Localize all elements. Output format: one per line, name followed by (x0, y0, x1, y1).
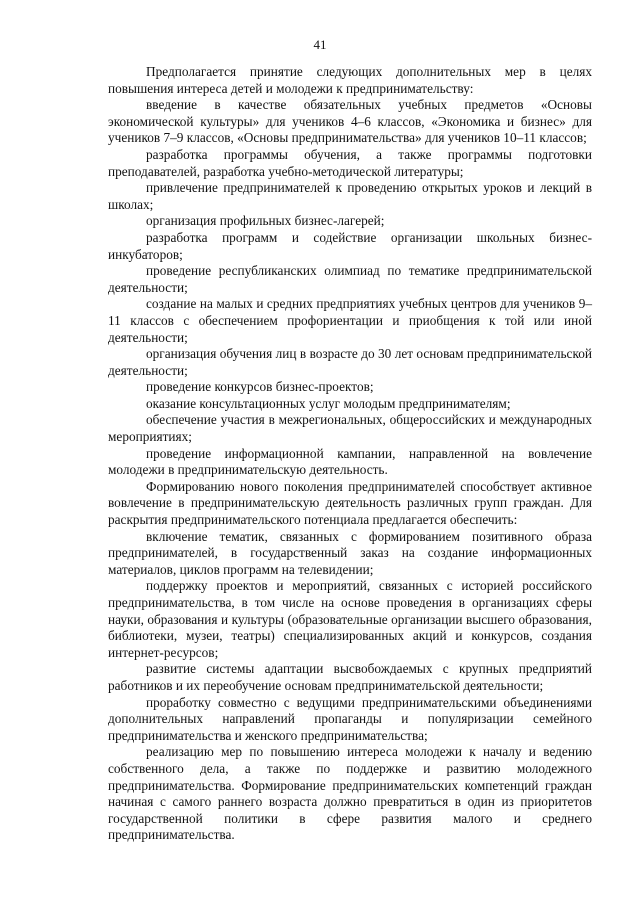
list-item: введение в качестве обязательных учебных предметов «Основы экономической культуры» для учеников 4–6 классов, «Экономика и бизнес» для учеников 7–9 классов, «Основы предпринимательства» для учеников 10–11 классов; (108, 97, 592, 146)
list-item: проведение конкурсов бизнес-проектов; (146, 379, 374, 395)
list-item: реализацию мер по повышению интереса молодежи к началу и ведению собственного дела, а также по поддержке и развитию молодежного предпринимательства. Формирование предпринимательских компетенций граждан начиная с самого раннего возраста должно превратиться в один из приоритетов государственной политики в сфере развития малого и среднего предпринимательства. (108, 744, 592, 843)
list-item: разработка программ и содействие организации школьных бизнес-инкубаторов; (108, 229, 592, 262)
list-item: включение тематик, связанных с формированием позитивного образа предпринимателей, в государственный заказ на создание информационных материалов, циклов программ на телевидении; (108, 528, 592, 577)
list-item: привлечение предпринимателей к проведению открытых уроков и лекций в школах; (108, 180, 592, 212)
list-item: развитие системы адаптации высвобождаемых с крупных предприятий работников и их переобучение основам предпринимательской деятельности; (108, 661, 592, 693)
document-body (108, 64, 592, 844)
list-item: проработку совместно с ведущими предпринимательскими объединениями дополнительных направлений пропаганды и популяризации семейного предпринимательства и женского предпринимательства; (108, 694, 592, 743)
list-item: поддержку проектов и мероприятий, связанных с историей российского предпринимательства, в том числе на основе проведения в организациях сферы науки, образования и культуры (образовательные организации высшего образования, библиотеки, музеи, театры) специализированных акций и конкурсов, создания интернет-ресурсов; (108, 578, 592, 660)
list-item: проведение информационной кампании, направленной на вовлечение молодежи в предпринимательскую деятельность. (108, 445, 592, 478)
list-item: организация профильных бизнес-лагерей; (146, 213, 385, 229)
paragraph: Предполагается принятие следующих дополнительных мер в целях повышения интереса детей и молодежи к предпринимательству: (108, 64, 592, 96)
list-item: проведение республиканских олимпиад по тематике предпринимательской деятельности; (108, 263, 592, 295)
list-item: разработка программы обучения, а также программы подготовки преподавателей, разработка учебно-методической литературы; (108, 146, 592, 179)
list-item: создание на малых и средних предприятиях учебных центров для учеников 9–11 классов с обеспечением профориентации и приобщения к той или иной деятельности; (108, 296, 592, 345)
list-item: организация обучения лиц в возрасте до 30 лет основам предпринимательской деятельности; (108, 346, 592, 378)
page-number: 41 (313, 37, 327, 52)
list-item: оказание консультационных услуг молодым предпринимателям; (146, 395, 511, 411)
list-item: обеспечение участия в межрегиональных, общероссийских и международных мероприятиях; (108, 412, 592, 445)
paragraph: Формированию нового поколения предпринимателей способствует активное вовлечение в предпринимательскую деятельность различных групп граждан. Для раскрытия предпринимательского потенциала предлагается обеспечить: (108, 478, 592, 528)
